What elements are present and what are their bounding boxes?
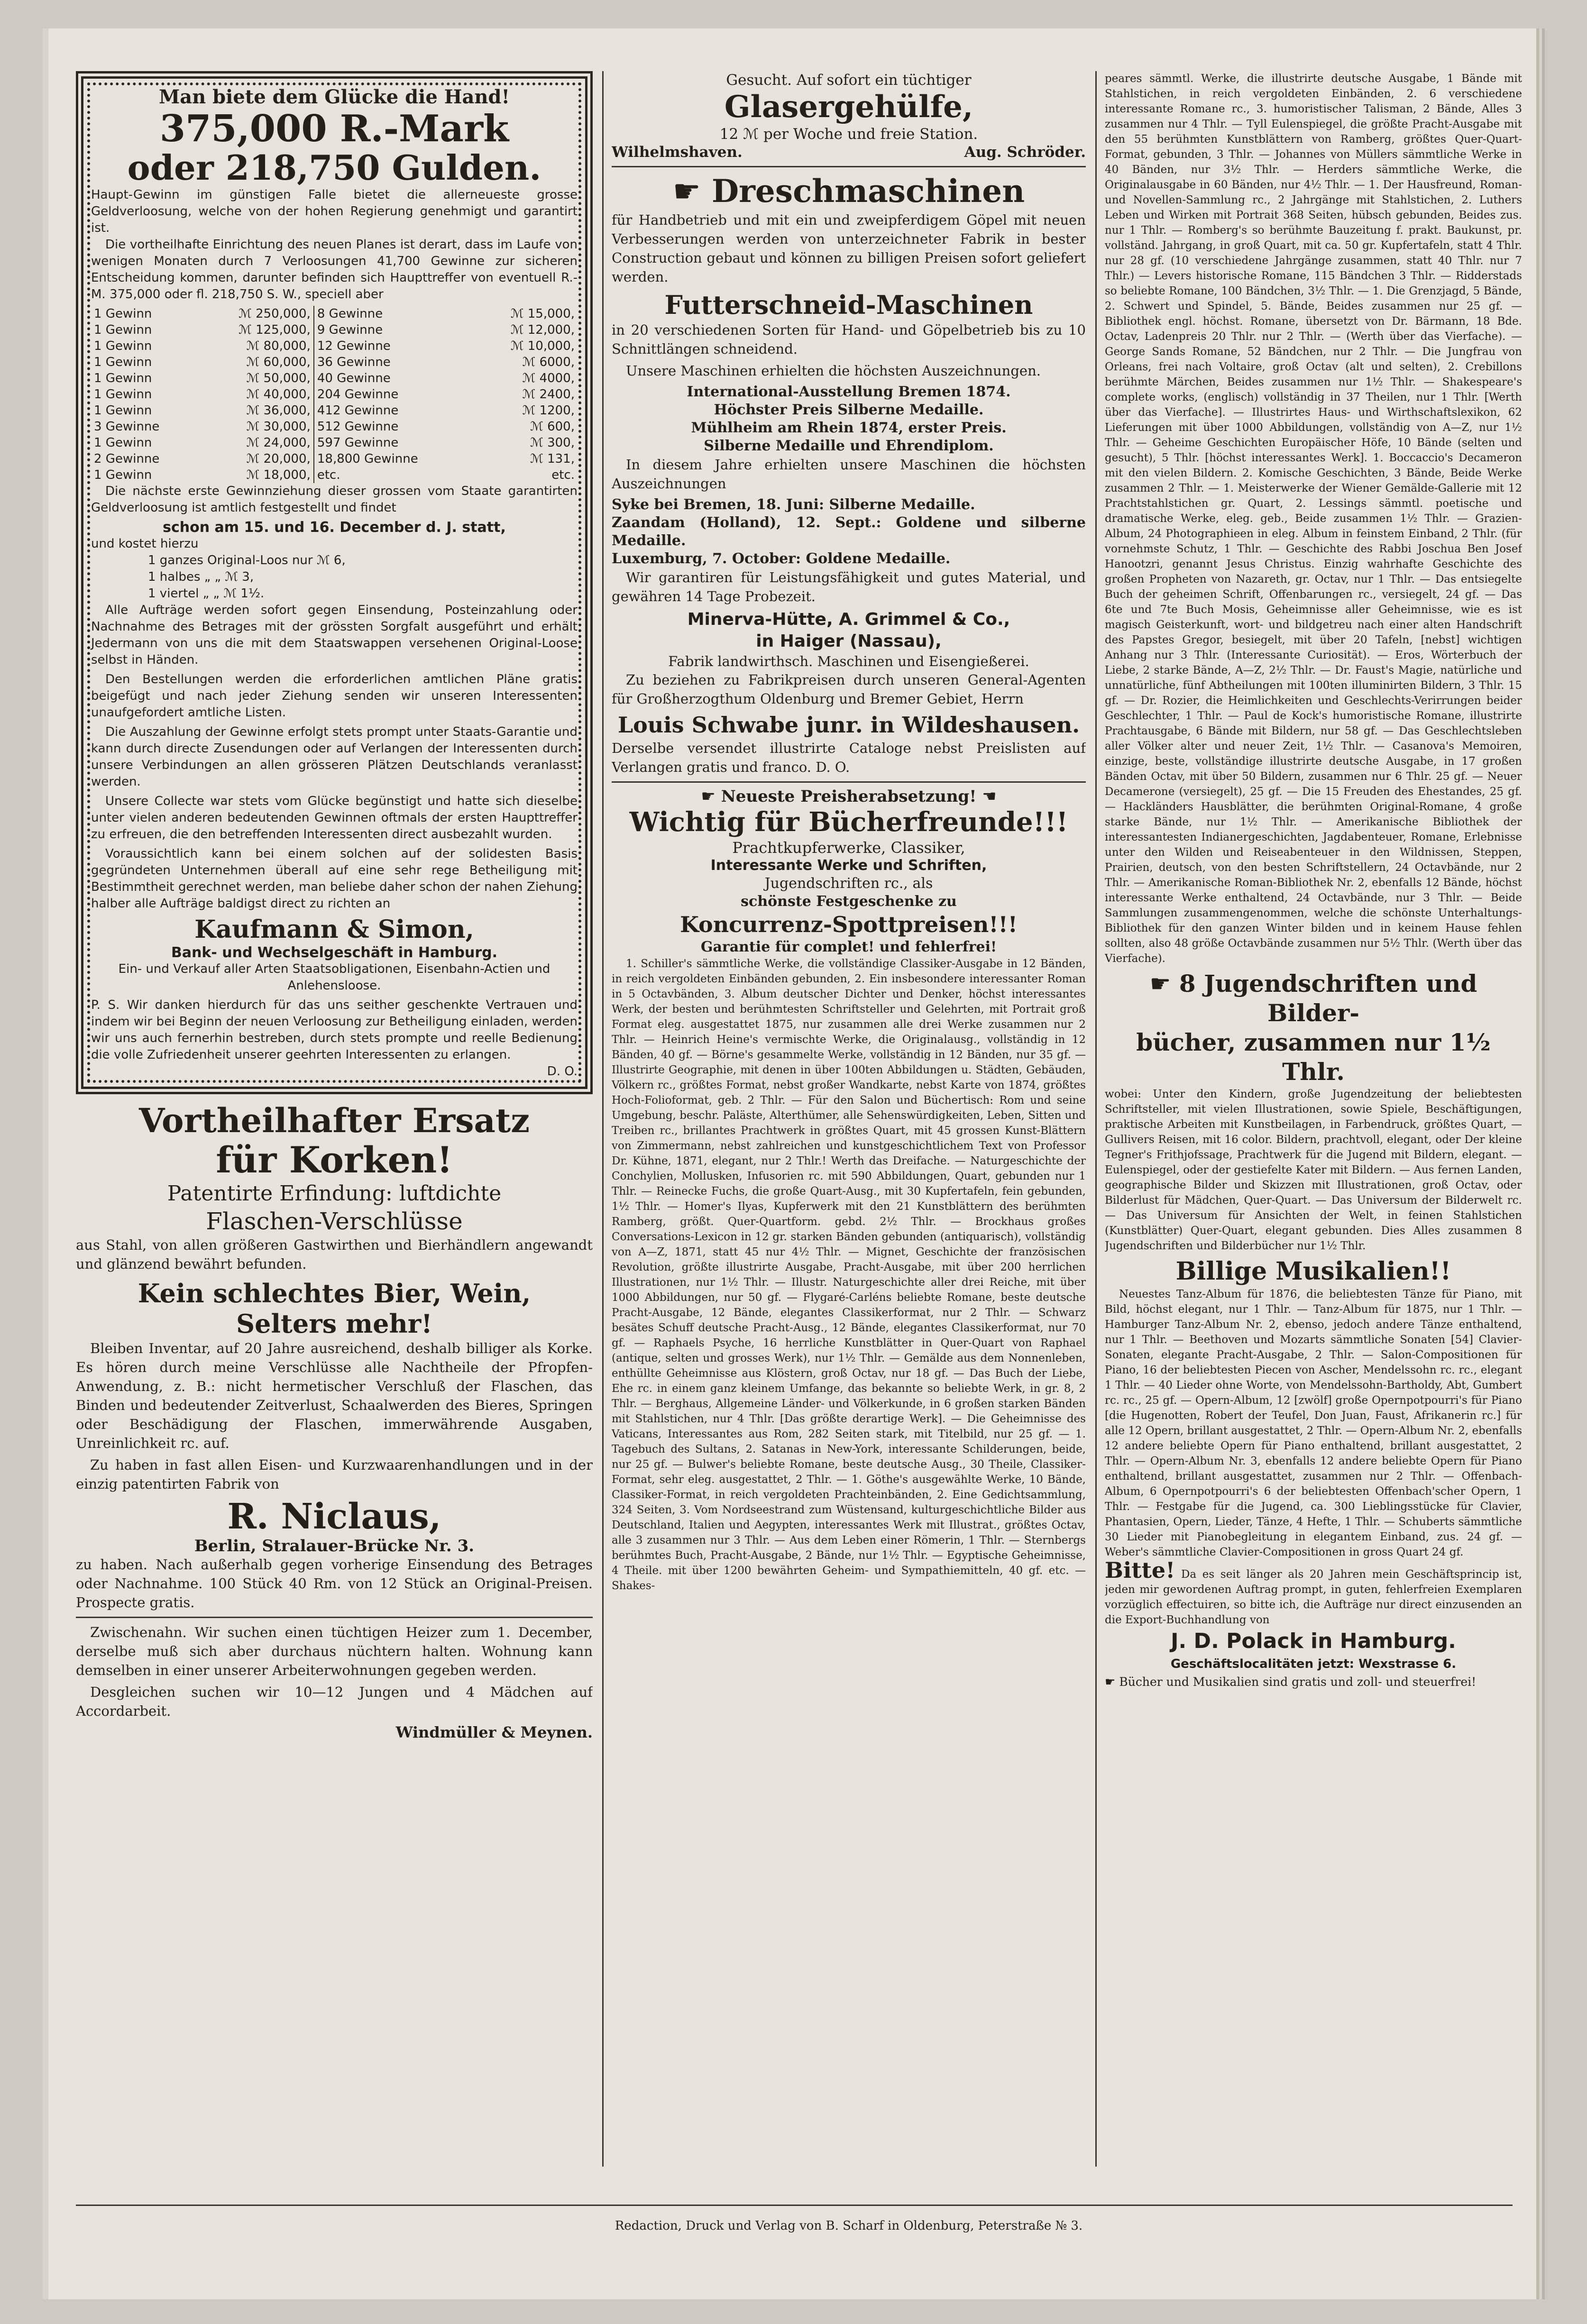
winnings-right-count: 36 Gewinne [314, 354, 474, 370]
cork-title-2: für Korken! [216, 1139, 453, 1181]
winnings-row [91, 403, 578, 419]
book-guarantee: Garantie für complet! und fehlerfrei! [700, 939, 997, 955]
winnings-row [91, 306, 578, 322]
winnings-left-count: 1 Gewinn [94, 323, 152, 337]
lottery-firm-description: Ein- und Verkauf aller Arten Staatsobligationen, Eisenbahn-Actien und Anlehensloose. [118, 962, 550, 993]
column-rule [1095, 71, 1097, 2167]
book-list-continuation: peares sämmtl. Werke, die illustrirte deutsche Ausgabe, 1 Bände mit Stahlstichen, in reich vergoldeten Einbänden, 2. 6 verschiedene interessante Romane rc., 3. humoristischer Talisman, 2 Bände, Alles 3 zusammen nur 4 Thlr. — Tyll Eulenspiegel, die größte Pracht-Ausgabe mit den 55 berühmten Kunstblättern von Ramberg, größtes Quer-Quart-Format, gebunden, 3 Thlr. — Johannes von Müllers sämmtliche Werke in 40 Bänden, nur 3½ Thlr. — Herders sämmtliche Werke, die Originalausgabe in 60 Bänden, nur 4½ Thlr. — 1. Der Hausfreund, Roman- und Novellen-Sammlung rc., 2 Jahrgänge mit Stahlstichen, 2. Luthers Leben und Wirken mit Portrait 368 Seiten, hübsch gebunden, Beides zus. nur 1 Thlr. — Romberg's so berühmte Bauzeitung f. prakt. Baukunst, pr. vollständ. Jahrgang, in groß Quart, mit ca. 50 gr. Kupfertafeln, statt 4 Thlr. nur 28 gf. (10 verschiedene Jahrgänge zusammen, statt 40 Thlr. nur 7 Thlr.) — Levers historische Romane, 115 Bändchen 3 Thlr. — Ridderstads so beliebte Romane, 100 Bändchen, 3½ Thlr. — 1. Die Grenzjagd, 5 Bände, 2. Schwert und Spindel, 5. Bände, Beides zusammen nur 25 gf. — Bibliothek engl. höchst. Romane, übersetzt von Dr. Bärmann, 18 Bde. Octav, Ladenpreis 20 Thlr. nur 2 Thlr. — (Werth über das Vierfache). — George Sands Romane, 52 Bändchen, nur 2 Thlr. — Die Jungfrau von Orleans, frei nach Voltaire, groß Octav (alt und selten), 2. Crebillons berühmte Märchen, Beides zusammen nur 1½ Thlr. — Shakespeare's complete works, (englisch) vollständig in 37 Theilen, nur 1 Thlr. [Werth über das Vierfache]. — Illustrirtes Haus- und Wirthschaftslexikon, 62 Lieferungen mit über 1000 Abbildungen, vollständig von A—Z, nur 1½ Thlr. — Geheime Geschichten Europäischer Höfe, 10 Bände (selten und gesucht), 5 Thlr. [höchst interessantes Werk]. 1. Boccaccio's Decameron mit den vielen Bildern. 2. Komische Geschichten, 3 Bände, Beide Werke zusammen 2 Thlr. — 1. Meisterwerke der Wiener Gemälde-Gallerie mit 12 Prachtstahlstichen gr. Quart, 2. Lessings sämmtl. poetische und dramatische Werke, eleg. geb., Beide zusammen 1½ Thlr. — Grazien-Album, 24 Photographieen in eleg. Album in feinstem Einband, 2 Thlr. (für vornehmste Schutz, 1 Thlr. — Geschichte des Rabbi Joschua Ben Josef Hanootzri, genannt Jesus Christus. Einzig wahrhafte Geschichte des großen Propheten von Nazareth, gr. Octav, nur 1 Thlr. — Das entsiegelte Buch der geheimen Schrift, Offenbarungen rc., versiegelt, 24 gf. — Das 6te und 7te Buch Mosis, Geheimnisse aller Geheimnisse, wie es ist magisch Geisterkunft, wort- und bildgetreu nach einer alten Handschrift des Papstes Gregor, besiegelt, mit über 20 Tafeln, [nebst] wichtigen Anhang nur 3 Thlr. (Interessante Curiosität). — Eros, Wörterbuch der Liebe, 2 starke Bände, A—Z, 2½ Thlr. — Dr. Faust's Magie, natürliche und unnatürliche, fünf Abtheilungen mit 100ten illuminirten Bildern, 3 Thlr. 15 gf. — Dr. Rozier, die Heimlichkeiten und Geschlechts-Verirrungen beider Geschlechter, 1 Thlr. — Paul de Kock's humoristische Romane, illustrirte Prachtausgabe, 6 Bände mit Bildern, nur 58 gf. — Das Geschlechtsleben aller Völker alter und neuer Zeit, 1½ Thlr. — Casanova's Memoiren, einzige, beste, vollständige illustrirte deutsche Ausgabe, in 17 großen Bänden Octav, mit über 50 Bildern, zusammen nur 6 Thlr. 25 gf. — Neuer Decamerone (versiegelt), 25 gf. — Die 15 Freuden des Ehestandes, 25 gf. — Hackländers Hausblätter, die berühmten Original-Romane, 4 große starke Bände, nur 1½ Thlr. — Amerikanische Bibliothek der interessantesten Indianergeschichten, Jagdabenteuer, Romane, Erlebnisse unter den Wilden und Reiseabenteuer in den Wildnissen, Steppen, Prairien, deutsch, von den besten Schriftstellern, 24 Octavbände, nur 2 Thlr. — Amerikanische Roman-Bibliothek Nr. 2, ebenfalls 12 Bände, höchst interessante Werke enthaltend, 24 Octavbände, nur 3 Thlr. — Beide Sammlungen zusammengenommen, welche die schönste Unterhaltungs-Bibliothek für den ganzen Winter bilden und in keinem Hause fehlen sollten, also 48 größe Octavbände zusammen nur 5½ Thlr. (Werth über das Vierfache). [1105, 73, 1522, 965]
threshing-agent-name: Louis Schwabe junr. in Wildeshausen. [617, 712, 1080, 738]
youth-books-body: wobei: Unter den Kindern, große Jugendzeitung der beliebtesten Schriftsteller, mit vielen Illustrationen, sowie Spiele, Beschäftigungen, praktische Arbeiten mit Kunstbeilagen, in Farbendruck, größtes Quart, — Gullivers Reisen, mit 16 color. Bildern, prachtvoll, elegant, oder Der kleine Tegner's Frithjofssage, Prachtwerk für die Jugend mit Bildern, elegant. — Eulenspiegel, oder der gestiefelte Kater mit Bildern. — Aus fernen Landen, geographische Bilder und Skizzen mit Illustrationen, groß Octav, oder Bilderlust für Mädchen, Quer-Quart. — Das Universum der Bilderwelt rc. — Das Universum für Ansichten der Welt, in feinen Stahlstichen (Kunstblätter) Quer-Quart, elegant gebunden. Dies Alles zusammen 8 Jugendschriften und Bilderbücher nur 1½ Thlr. [1105, 1088, 1522, 1252]
winnings-left-amount: ℳ 125,000, [239, 323, 311, 337]
lottery-paragraph-4: Alle Aufträge werden sofort gegen Einsendung, Posteinzahlung oder Nachnahme des Betrages mit der grössten Sorgfalt ausgeführt und erhält Jedermann von uns die mit dem Staatswappen versehenen Original-Loose selbst in Händen. [91, 603, 578, 667]
pointing-hand-icon: ☛ [672, 173, 701, 210]
music-title: Billige Musikalien!! [1175, 1257, 1451, 1286]
winnings-left-count: 1 Gewinn [94, 468, 152, 482]
winnings-left-count: 1 Gewinn [94, 307, 152, 321]
winnings-left-count: 1 Gewinn [94, 403, 152, 418]
cork-paragraph-1: Bleiben Inventar, auf 20 Jahre ausreichend, deshalb billiger als Korke. Es hören durch meine Verschlüsse alle Nachtheile der Pfropfen-Anwendung, z. B.: nicht hermetischer Verschluß der Flaschen, das Binden und bedeutender Zeitverlust, Schaalwerden des Bieres, Springen oder Beschädigung der Flaschen, immerwährende Ausgaben, Unreinlichkeit rc. auf. [76, 1340, 593, 1451]
book-subtitle-4: schönste Festgeschenke zu [741, 893, 957, 910]
threshing-machine-advertisement [612, 172, 1086, 777]
winnings-left-count: 2 Gewinne [94, 452, 160, 466]
winnings-row [91, 370, 578, 386]
request-body: Da es seit länger als 20 Jahren mein Geschäftsprincip ist, jeden mir gewordenen Auftrag prompt, in guten, fehlerfreien Exemplaren vorzüglich effectuiren, so bitte ich, die Aufträge nur direct einzusenden an die Export-Buchhandlung von [1105, 1568, 1522, 1626]
award-line-4: Silberne Medaille und Ehrendiplom. [704, 438, 994, 454]
polack-firm: J. D. Polack in Hamburg. [1171, 1629, 1456, 1653]
winnings-right-amount: ℳ 600, [530, 420, 575, 434]
zwischenahn-advertisement [76, 1623, 593, 1741]
award-line-2: Höchster Preis Silberne Medaille. [714, 402, 984, 418]
winnings-right-amount: ℳ 6000, [522, 355, 575, 369]
lottery-price-1: 1 ganzes Original-Loos nur ℳ 6, [148, 553, 346, 567]
lottery-headline: Man biete dem Glücke die Hand! [158, 86, 510, 108]
divider [612, 166, 1086, 167]
threshing-catalogue-note: Derselbe versendet illustrirte Cataloge nebst Preislisten auf Verlangen gratis und franco. D. O. [612, 740, 1086, 775]
cork-body: aus Stahl, von allen größeren Gastwirthen und Bierhändlern angewandt und glänzend bewährt befunden. [76, 1237, 593, 1272]
award-line-1: International-Ausstellung Bremen 1874. [687, 384, 1011, 400]
lottery-paragraph-8: Voraussichtlich kann bei einem solchen auf der solidesten Basis gegründeten Unternehmen überall auf eine sehr rege Betheiligung mit Bestimmtheit gerechnet werden, man beliebe daher schon der nahen Ziehung halber alle Aufträge baldigst direct zu richten an [91, 847, 578, 911]
winnings-right-count: 512 Gewinne [314, 419, 474, 435]
winnings-row [91, 386, 578, 403]
award-line-5: Syke bei Bremen, 18. Juni: Silberne Medaille. [612, 496, 975, 513]
winnings-left-amount: ℳ 80,000, [246, 339, 311, 353]
glaser-advertisement [612, 71, 1086, 161]
lottery-paragraph-7: Unsere Collecte war stets vom Glücke begünstigt und hatte sich dieselbe unter vielen anderen bedeutenden Gewinnen oftmals der ersten Haupttreffer zu erfreuen, die den betreffenden Interessenten direct ausbezahlt wurden. [91, 794, 578, 842]
winnings-left-amount: ℳ 60,000, [246, 355, 311, 369]
winnings-right-amount: ℳ 131, [530, 452, 575, 466]
polack-address: Geschäftslocalitäten jetzt: Wexstrasse 6. [1170, 1657, 1457, 1671]
winnings-row [91, 338, 578, 354]
threshing-awards-intro: Unsere Maschinen erhielten die höchsten Auszeichnungen. [626, 363, 1041, 379]
winnings-right-count: 9 Gewinne [314, 322, 474, 338]
threshing-firm-place: in Haiger (Nassau), [756, 631, 942, 651]
award-line-7: Luxemburg, 7. October: Goldene Medaille. [612, 550, 951, 567]
winnings-left-amount: ℳ 24,000, [246, 436, 311, 450]
pointing-hand-icon: ☛ [701, 787, 716, 806]
award-line-3: Mühlheim am Rhein 1874, erster Preis. [691, 420, 1007, 436]
lottery-price-2: 1 halbes „ „ ℳ 3, [148, 570, 254, 584]
winnings-left-amount: ℳ 250,000, [239, 307, 311, 321]
winnings-right-amount: ℳ 10,000, [510, 339, 575, 353]
winnings-right-amount: ℳ 300, [530, 436, 575, 450]
winnings-right-count: 8 Gewinne [314, 306, 474, 322]
book-subtitle-1: Prachtkupferwerke, Classiker, [732, 839, 965, 857]
winnings-row [91, 435, 578, 451]
winnings-left-amount: ℳ 18,000, [246, 468, 311, 482]
winnings-left-count: 1 Gewinn [94, 387, 152, 402]
winnings-right-count: 18,800 Gewinne [314, 451, 474, 467]
threshing-firm-description: Fabrik landwirthsch. Maschinen und Eisengießerei. [668, 653, 1029, 669]
lottery-costs: und kostet hierzu [91, 537, 199, 551]
cork-maker-address: Berlin, Stralauer-Brücke Nr. 3. [194, 1537, 475, 1555]
winnings-left-count: 1 Gewinn [94, 339, 152, 353]
winnings-right-count: 40 Gewinne [314, 370, 474, 386]
zwischenahn-text: Zwischenahn. Wir suchen einen tüchtigen Heizer zum 1. December, derselbe muß sich aber durchaus nüchtern halten. Wohnung kann demselben in einer unserer Arbeiterwohnungen gegeben werden. [76, 1624, 593, 1678]
winnings-right-amount: ℳ 15,000, [510, 307, 575, 321]
cork-subtitle-2: Flaschen-Verschlüsse [206, 1208, 463, 1235]
threshing-guarantee: Wir garantiren für Leistungsfähigkeit und gutes Material, und gewähren 14 Tage Probezeit. [612, 569, 1086, 604]
polack-note: Bücher und Musikalien sind gratis und zoll- und steuerfrei! [1119, 1675, 1477, 1689]
music-body: Neuestes Tanz-Album für 1876, die beliebtesten Tänze für Piano, mit Bild, höchst elegant, nur 1 Thlr. — Tanz-Album für 1875, nur 1 Thlr. — Hamburger Tanz-Album Nr. 2, ebenso, jedoch andere Tänze enthaltend, nur 1 Thlr. — Beethoven und Mozarts sämmtliche Sonaten [54] Clavier-Sonaten, elegante Pracht-Ausgabe, 2 Thlr. — Salon-Compositionen für Piano, 16 der beliebtesten Piecen von Ascher, Mendelssohn rc. rc., elegant 1 Thlr. — 40 Lieder ohne Worte, von Mendelssohn-Bartholdy, Abt, Gumbert rc. rc., 25 gf. — Opern-Album, 12 [zwölf] große Opernpotpourri's für Piano [die Hugenotten, Robert der Teufel, Don Juan, Faust, Afrikanerin rc.] für alle 12 Opern, brillant ausgestattet, 2 Thlr. — Opern-Album Nr. 2, ebenfalls 12 andere beliebte Opern für Piano enthaltend, brillant ausgestattet, 2 Thlr. — Opern-Album Nr. 3, ebenfalls 12 andere beliebte Opern für Piano enthaltend, brillant ausgestattet, zusammen nur 2 Thlr. — Offenbach-Album, 6 Opernpotpourri's 6 der beliebtesten Offenbach'scher Opern, 1 Thlr. — Festgabe für die Jugend, ca. 300 Lieblingsstücke für Clavier, Phantasien, Opern, Lieder, Tänze, 4 Hefte, 1 Thlr. — Schuberts sämmtliche 30 Lieder mit Pianobegleitung in elegantem Einband, zus. 24 gf. — Weber's sämmtliche Clavier-Compositionen in gross Quart 24 gf. [1105, 1288, 1522, 1558]
book-title: Wichtig für Bücherfreunde!!! [629, 806, 1068, 838]
lottery-paragraph-2: Die vortheilhafte Einrichtung des neuen Planes ist derart, dass im Laufe von wenigen Monaten durch 7 Verloosungen 41,700 Gewinne zur sicheren Entscheidung kommen, darunter befinden sich Haupttreffer von eventuell R.-M. 375,000 oder fl. 218,750 S. W., speciell aber [91, 238, 578, 302]
winnings-right-count: 12 Gewinne [314, 338, 474, 354]
lottery-intro: Haupt-Gewinn im günstigen Falle bietet die allerneueste grosse Geldverloosung, welche von der hohen Regierung genehmigt und garantirt ist. [91, 188, 578, 235]
winnings-left-amount: ℳ 36,000, [246, 403, 311, 418]
winnings-left-count: 1 Gewinn [94, 436, 152, 450]
book-title-2: Koncurrenz-Spottpreisen!!! [680, 912, 1018, 937]
imprint-footer: Redaction, Druck und Verlag von B. Scharf in Oldenburg, Peterstraße № 3. [615, 2219, 1083, 2233]
lottery-firm-subtitle: Bank- und Wechselgeschäft in Hamburg. [171, 944, 498, 961]
winnings-left-amount: ℳ 40,000, [246, 387, 311, 402]
award-line-6: Zaandam (Holland), 12. Sept.: Goldene und silberne Medaille. [612, 514, 1086, 549]
cork-advertisement [76, 1102, 593, 1612]
glaser-line-2: 12 ℳ per Woche und freie Station. [719, 126, 978, 143]
book-subtitle-2: Interessante Werke und Schriften, [710, 857, 987, 874]
column-left [76, 71, 593, 2190]
winnings-right-amount: ℳ 4000, [522, 371, 575, 385]
pointing-hand-left-icon: ☚ [982, 787, 997, 806]
threshing-awards-year: In diesem Jahre erhielten unsere Maschinen die höchsten Auszeichnungen [612, 457, 1086, 492]
winnings-left-count: 1 Gewinn [94, 371, 152, 385]
winnings-row [91, 419, 578, 435]
winnings-left-amount: ℳ 50,000, [246, 371, 311, 385]
book-top-line: Neueste Preisherabsetzung! [721, 787, 977, 806]
book-subtitle-3: Jugendschriften rc., als [764, 875, 933, 892]
winnings-right-amount: ℳ 2400, [522, 387, 575, 402]
lottery-paragraph-5: Den Bestellungen werden die erforderlichen amtlichen Pläne gratis beigefügt und nach jeder Ziehung senden wir unseren Interessenten unaufgefordert amtliche Listen. [91, 672, 578, 720]
youth-books-title-2: bücher, zusammen nur 1½ Thlr. [1136, 1028, 1491, 1086]
winnings-row [91, 322, 578, 338]
winnings-left-count: 1 Gewinn [94, 355, 152, 369]
winnings-right-count: etc. [314, 467, 474, 483]
footer-rule [76, 2205, 1513, 2206]
book-list-body: 1. Schiller's sämmtliche Werke, die vollständige Classiker-Ausgabe in 12 Bänden, in reich vergoldeten Einbänden gebunden, 2. Ein insbesondere interessanter Roman in 5 Octavbänden, 3. Album deutscher Dichter und Denker, höchst interessantes Werk, der besten und berühmtesten Schriftsteller und Gelehrten, mit Portrait groß Format eleg. ausgestattet 1875, nur zusammen alle drei Werke zusammen nur 2 Thlr. — Heinrich Heine's vermischte Werke, die Originalausg., vollständig in 12 Bänden, 40 gf. — Börne's gesammelte Werke, vollständig in 12 Bänden, nur 35 gf. — Illustrirte Geographie, mit denen in über 100ten Abbildungen u. Städten, Gebäuden, Völkern rc., größtes Format, nebst großer Wandkarte, nebst Karte von 1874, größtes Hoch-Folioformat, geb. 2 Thlr. — Für den Salon und Büchertisch: Rom und seine Umgebung, beschr. Paläste, Alterthümer, alle Sehenswürdigkeiten, Leben, Sitten und Treiben rc., brillantes Prachtwerk in größtes Quart, mit 45 grossen Kunst-Blättern von Zimmermann, nebst zahlreichen und kunstgeschichtlichem Text von Professor Dr. Kühne, 1871, elegant, nur 2 Thlr.! Werth das Dreifache. — Naturgeschichte der Conchylien, Mollusken, Infusorien rc. mit 590 Abbildungen, Quart, gebunden nur 1 Thlr. — Reinecke Fuchs, die große Quart-Ausg., mit 30 Kupfertafeln, fein gebunden, 1½ Thlr. — Homer's Ilyas, Kupferwerk mit den 21 Kunstblättern des berühmten Ramberg, größt. Quer-Quartform. gebd. 2½ Thlr. — Brockhaus großes Conversations-Lexicon in 12 gr. starken Bänden gebunden (antiquarisch), vollständig von A—Z, 1871, statt 45 nur 4½ Thlr. — Mignet, Geschichte der französischen Revolution, größte illustrirte Ausgabe, Pracht-Ausgabe, mit über 200 herrlichen Illustrationen, nur 1½ Thlr. — Illustr. Naturgeschichte aller drei Reiche, mit über 1000 Abbildungen, nur 50 gf. — Flygaré-Carléns beliebte Romane, beste deutsche Pracht-Ausgabe, 12 Bände, elegantes Classikerformat, nur 2 Thlr. — Schwarz besätes Schuff deutsche Pracht-Ausg., 12 Bände, elegantes Classikerformat, nur 70 gf. — Raphaels Psyche, 16 herrliche Kunstblätter in Quer-Quart von Raphael (antique, selten und grosses Werk), nur 1½ Thlr. — Gemälde aus dem Nonnenleben, enthüllte Geheimnisse aus Klöstern, groß Octav, nur 18 gf. — Das Buch der Liebe, Ehe rc. in einem ganz kleinem Umfange, das bekannte so beliebte Werk, in gr. 8, 2 Thlr. — Berghaus, Allgemeine Länder- und Völkerkunde, in 6 großen starken Bänden mit Stahlstichen, nur 4 Thlr. [Das größte derartige Werk]. — Die Geheimnisse des Vaticans, Interessantes aus Rom, 282 Seiten stark, mit Titelbild, nur 25 gf. — 1. Tagebuch des Sultans, 2. Satanas in New-York, interessante Schilderungen, beide, nur 25 gf. — Bulwer's beliebte Romane, beste deutsche Ausg., 30 Theile, Classiker-Format, sehr eleg. ausgestattet, 2 Thlr. — 1. Göthe's ausgewählte Werke, 10 Bände, Classiker-Format, in reich vergoldeten Prachteinbänden, 2. Eine Gedichtsammlung, 324 Seiten, 3. Vom Nordseestrand zum Wüstensand, kulturgeschichtliche Bilder aus Deutschland, Italien und Aegypten, interessantes Werk mit Illustrat., größtes Octav, alle 3 zusammen nur 3 Thlr. — Aus dem Leben einer Römerin, 1 Thlr. — Sternbergs berühmtes Buch, Pracht-Ausgabe, 2 Bände, nur 1½ Thlr. — Egyptische Geheimnisse, 4 Theile. mit über 1200 bewährten Geheim- und Sympathiemitteln, 40 gf. etc. — Shakes- [612, 958, 1086, 1592]
divider [76, 1617, 593, 1618]
fodder-cutter-body: in 20 verschiedenen Sorten für Hand- und Göpelbetrieb bis zu 10 Schnittlängen schneidend. [612, 322, 1086, 357]
column-right [1105, 71, 1522, 2190]
zwischenahn-text-2: Desgleichen suchen wir 10—12 Jungen und 4 Mädchen auf Accordarbeit. [76, 1684, 593, 1719]
lottery-advertisement [76, 71, 593, 1094]
winnings-right-amount: ℳ 12,000, [510, 323, 575, 337]
lottery-date-line: schon am 15. und 16. December d. J. statt, [163, 519, 506, 536]
lottery-amount-gulden: oder 218,750 Gulden. [127, 147, 541, 188]
winnings-left-amount: ℳ 30,000, [246, 420, 311, 434]
cork-paragraph-2: Zu haben in fast allen Eisen- und Kurzwaarenhandlungen und in der einzig patentirten Fabrik von [76, 1457, 593, 1492]
glaser-name: Aug. Schröder. [964, 144, 1086, 161]
winnings-left-count: 3 Gewinne [94, 420, 160, 434]
threshing-title: Dreschmaschinen [711, 173, 1025, 210]
cork-maker-name: R. Niclaus, [227, 1496, 441, 1537]
winnings-right-amount: ℳ 1200, [522, 403, 575, 418]
winnings-row [91, 354, 578, 370]
lottery-firm-name: Kaufmann & Simon, [194, 915, 474, 944]
cork-title-1: Vortheilhafter Ersatz [139, 1101, 530, 1140]
lottery-winnings-table [91, 306, 578, 483]
request-title: Bitte! [1105, 1557, 1175, 1583]
page-fold-edge [43, 28, 48, 2299]
glaser-title: Glasergehülfe, [724, 89, 973, 125]
book-advertisement [612, 787, 1086, 1593]
glaser-place: Wilhelmshaven. [612, 144, 743, 161]
glaser-line-1: Gesucht. Auf sofort ein tüchtiger [726, 72, 972, 89]
newspaper-page [43, 28, 1536, 2299]
lottery-paragraph-3: Die nächste erste Gewinnziehung dieser grossen vom Staate garantirten Geldverloosung ist amtlich festgestellt und findet [91, 484, 578, 515]
lottery-signature: D. O. [547, 1064, 578, 1079]
winnings-row [91, 467, 578, 483]
pointing-hand-icon: ☛ [1149, 970, 1171, 997]
winnings-right-count: 204 Gewinne [314, 386, 474, 403]
cork-slogan-2: Selters mehr! [236, 1308, 432, 1339]
winnings-row [91, 451, 578, 467]
winnings-right-count: 597 Gewinne [314, 435, 474, 451]
winnings-right-amount: etc. [551, 468, 575, 482]
lottery-paragraph-6: Die Auszahlung der Gewinne erfolgt stets prompt unter Staats-Garantie und kann durch directe Zusendungen oder auf Verlangen der Interessenten durch unsere Verbindungen an allen grösseren Plätzen Deutschlands veranlasst werden. [91, 725, 578, 789]
column-rule [602, 71, 604, 2167]
winnings-right-count: 412 Gewinne [314, 403, 474, 419]
lottery-amount-mark: 375,000 R.-Mark [159, 107, 509, 150]
threshing-body: für Handbetrieb und mit ein und zweipferdigem Göpel mit neuen Verbesserungen werden von unterzeichneter Fabrik in bester Construction gebaut und können zu billigen Preisen sofort geliefert werden. [612, 212, 1086, 285]
winnings-left-amount: ℳ 20,000, [246, 452, 311, 466]
cork-paragraph-3: zu haben. Nach außerhalb gegen vorherige Einsendung des Betrages oder Nachnahme. 100 Stück 40 Rm. von 12 Stück an Original-Preisen. Prospecte gratis. [76, 1556, 593, 1610]
cork-slogan-1: Kein schlechtes Bier, Wein, [138, 1278, 531, 1308]
threshing-firm: Minerva-Hütte, A. Grimmel & Co., [687, 610, 1010, 629]
lottery-price-3: 1 viertel „ „ ℳ 1½. [148, 586, 265, 601]
zwischenahn-signature: Windmüller & Meynen. [395, 1723, 593, 1741]
youth-books-title-1: 8 Jugendschriften und Bilder- [1179, 970, 1477, 1027]
cork-subtitle-1: Patentirte Erfindung: luftdichte [167, 1181, 502, 1206]
divider [612, 781, 1086, 783]
column-middle [612, 71, 1086, 2190]
pointing-hand-icon: ☛ [1105, 1675, 1116, 1689]
threshing-agent-intro: Zu beziehen zu Fabrikpreisen durch unseren General-Agenten für Großherzogthum Oldenburg und Bremer Gebiet, Herrn [612, 672, 1086, 707]
fodder-cutter-title: Futterschneid-Maschinen [664, 290, 1033, 320]
lottery-postscript: P. S. Wir danken hierdurch für das uns seither geschenkte Vertrauen und indem wir bei Beginn der neuen Verloosung zur Betheiligung einladen, werden wir uns auch fernerhin bestreben, durch stets prompte und reelle Bedienung die volle Zufriedenheit unserer geehrten Interessenten zu erlangen. [91, 998, 578, 1062]
